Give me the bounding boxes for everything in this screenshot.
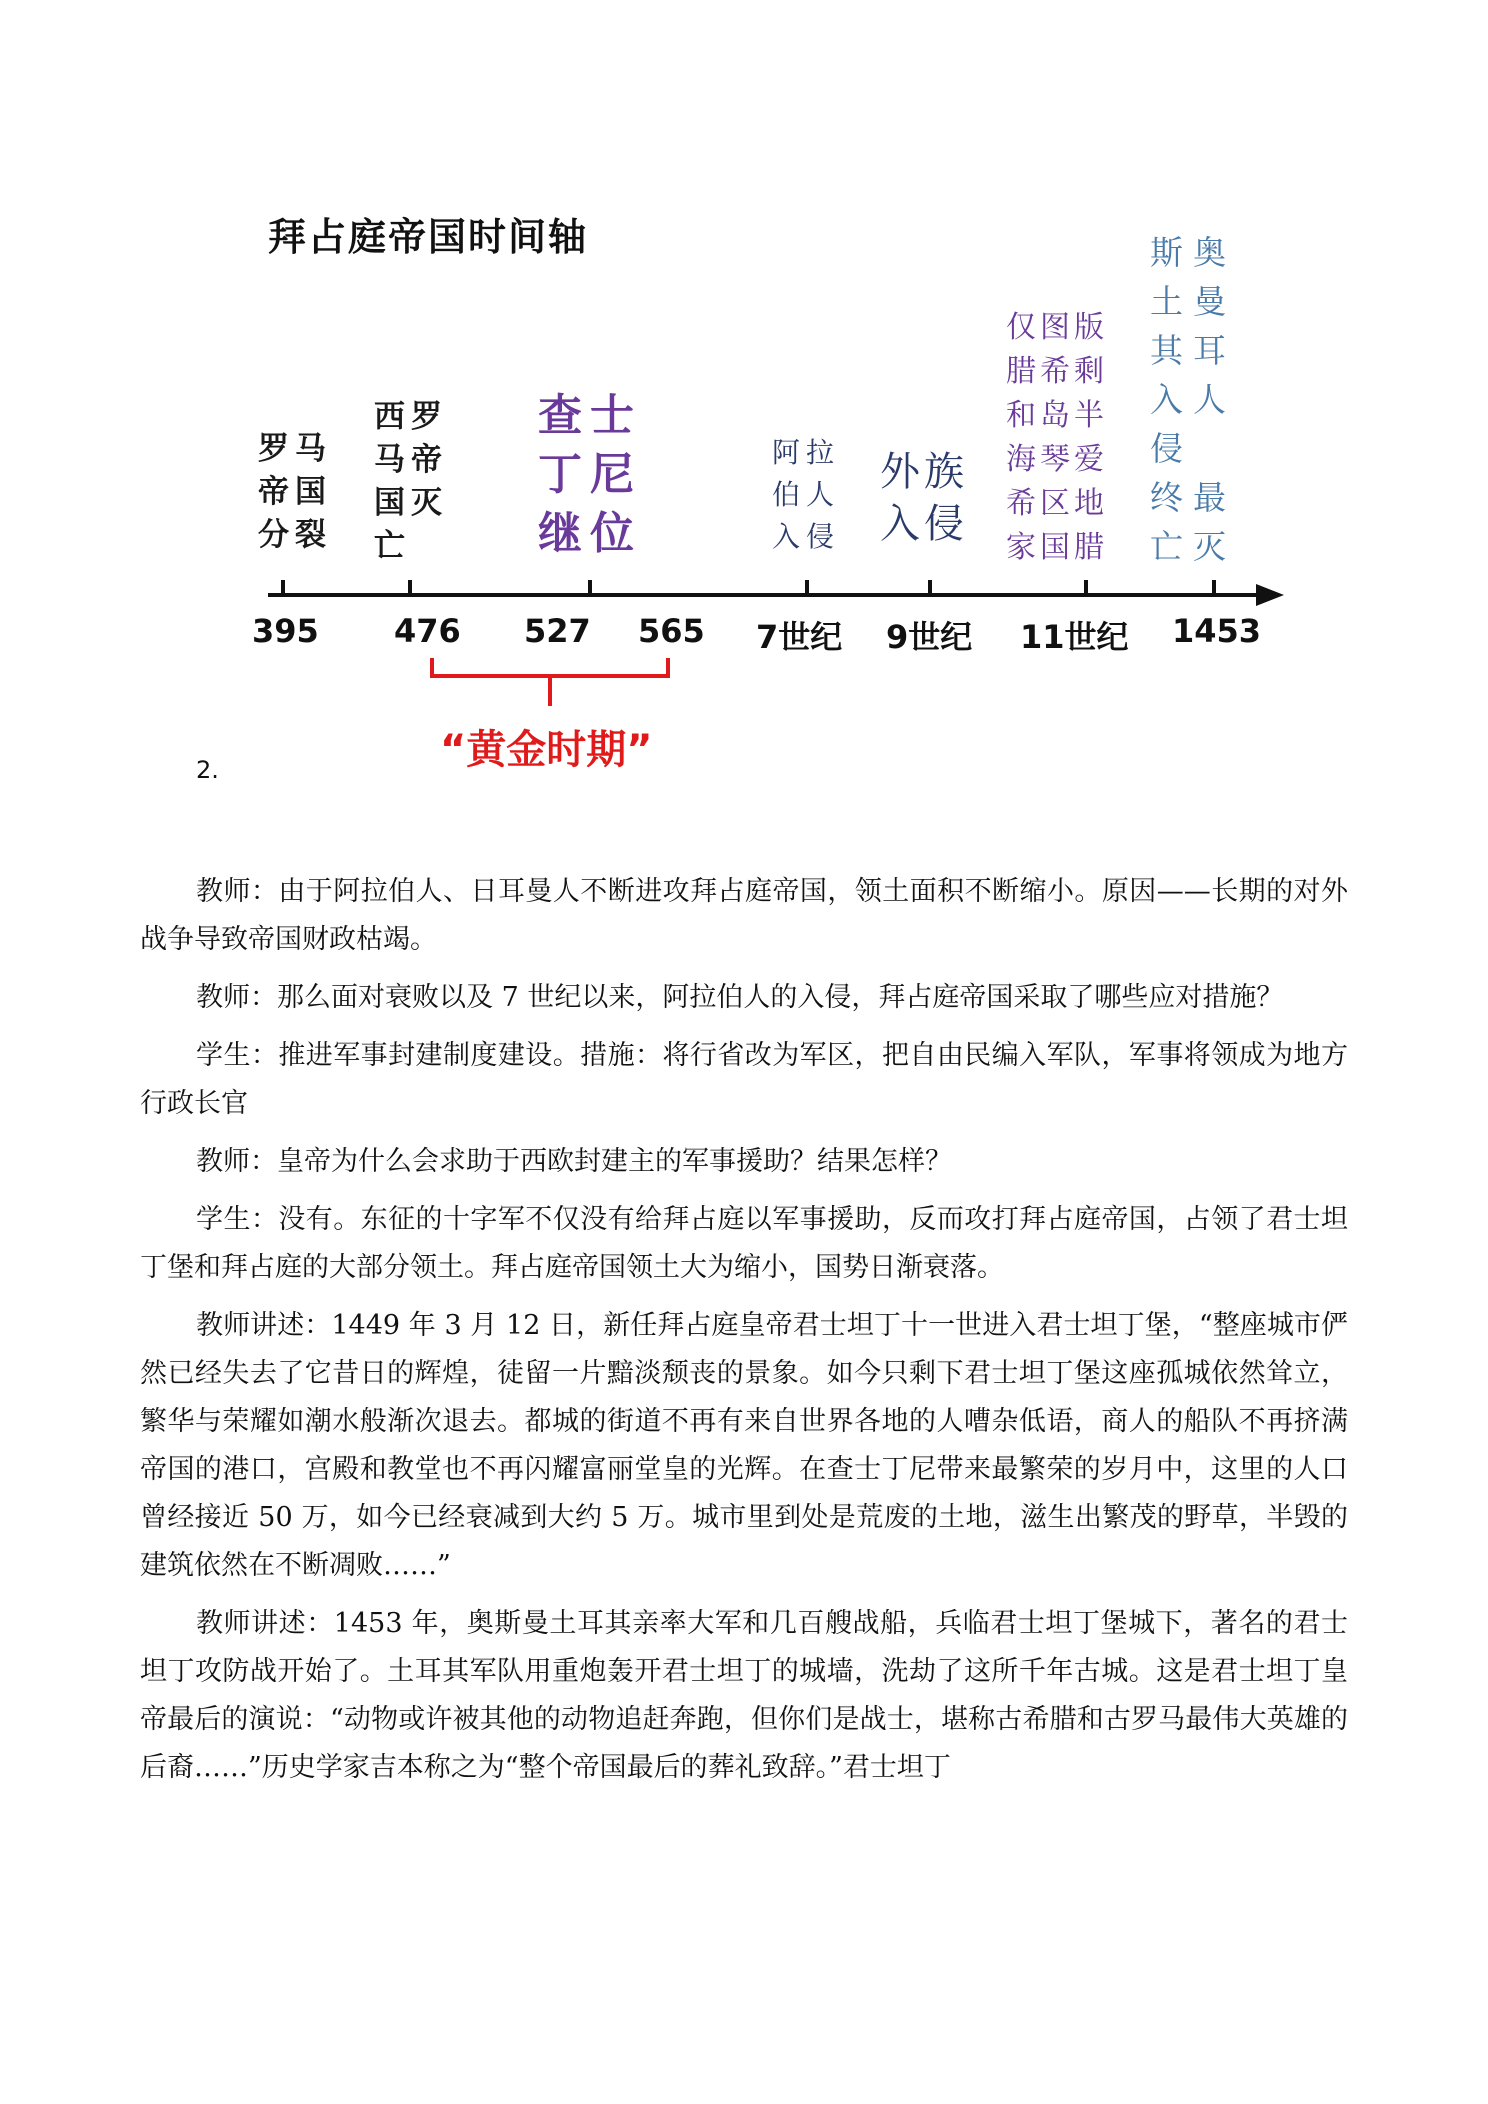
golden-age-label: “黄金时期” (440, 727, 653, 773)
tick-label-565: 565 (638, 612, 705, 650)
tick-label-476: 476 (394, 612, 461, 650)
axis-ticks (283, 580, 1214, 595)
event-label-11th-century: 仅图版 腊希剩 和岛半 海琴爱 希区地 家国腊 (1006, 310, 1108, 565)
tick-label-527: 527 (524, 612, 591, 650)
paragraph: 学生：推进军事封建制度建设。措施：将行省改为军区，把自由民编入军队，军事将领成为地方行政长官 (140, 1040, 1348, 1119)
paragraph: 学生：没有。东征的十字军不仅没有给拜占庭以军事援助，反而攻打拜占庭帝国，占领了君士坦丁堡和拜占庭的大部分领土。拜占庭帝国领土大为缩小，国势日渐衰落。 (140, 1204, 1348, 1283)
paragraph: 教师讲述：1453 年，奥斯曼土耳其亲率大军和几百艘战船，兵临君士坦丁堡城下，著名的君士坦丁攻防战开始了。土耳其军队用重炮轰开君士坦丁的城墙，洗劫了这所千年古城。这是君士坦丁皇帝最后的演说：“动物或许被其他的动物追赶奔跑，但你们是战士，堪称古希腊和古罗马最伟大英雄的后裔……”历史学家吉本称之为“整个帝国最后的葬礼致辞。”君士坦丁 (140, 1608, 1348, 1783)
paragraph: 教师：那么面对衰败以及 7 世纪以来，阿拉伯人的入侵，拜占庭帝国采取了哪些应对措施？ (196, 982, 1284, 1013)
tick-label-395: 395 (252, 612, 319, 650)
timeline-title: 拜占庭帝国时间轴 (268, 214, 589, 259)
tick-label-1453: 1453 (1172, 612, 1262, 650)
event-label-527: 查士 丁尼 继位 (538, 390, 642, 559)
event-label-9th-century: 外族 入侵 (880, 449, 968, 547)
tick-label-9th-century: 9世纪 (886, 618, 973, 656)
timeline-axis (0, 0, 1488, 760)
tick-label-7th-century: 7世纪 (756, 618, 843, 656)
golden-age-bracket (432, 658, 668, 706)
paragraph: 教师：皇帝为什么会求助于西欧封建主的军事援助？结果怎样？ (196, 1146, 952, 1177)
paragraph: 教师讲述：1449 年 3 月 12 日，新任拜占庭皇帝君士坦丁十一世进入君士坦丁堡，“整座城市俨然已经失去了它昔日的辉煌，徒留一片黯淡颓丧的景象。如今只剩下君士坦丁堡这座孤城依然耸立，繁华与荣耀如潮水般渐次退去。都城的街道不再有来自世界各地的人嘈杂低语，商人的船队不再挤满帝国的港口，宫殿和教堂也不再闪耀富丽堂皇的光辉。在查士丁尼带来最繁荣的岁月中，这里的人口曾经接近 50 万，如今已经衰减到大约 5 万。城市里到处是荒废的土地，滋生出繁茂的野草，半毁的建筑依然在不断凋败……” (140, 1310, 1348, 1581)
lesson-text (140, 868, 1348, 1802)
axis-arrow-icon (1256, 584, 1284, 606)
event-label-476: 西罗 马帝 国灭 亡 (374, 399, 448, 564)
event-label-395: 罗马 帝国 分裂 (258, 431, 332, 553)
event-label-7th-century: 阿拉 伯人 入侵 (772, 436, 841, 553)
figure-number: 2. (196, 756, 219, 784)
paragraph: 教师：由于阿拉伯人、日耳曼人不断进攻拜占庭帝国，领土面积不断缩小。原因——长期的对外战争导致帝国财政枯竭。 (140, 876, 1348, 955)
event-label-1453: 斯奥 土曼 其耳 入人 侵 终最 亡灭 (1150, 233, 1236, 566)
tick-label-11th-century: 11世纪 (1020, 618, 1129, 656)
timeline-figure (0, 0, 1488, 784)
